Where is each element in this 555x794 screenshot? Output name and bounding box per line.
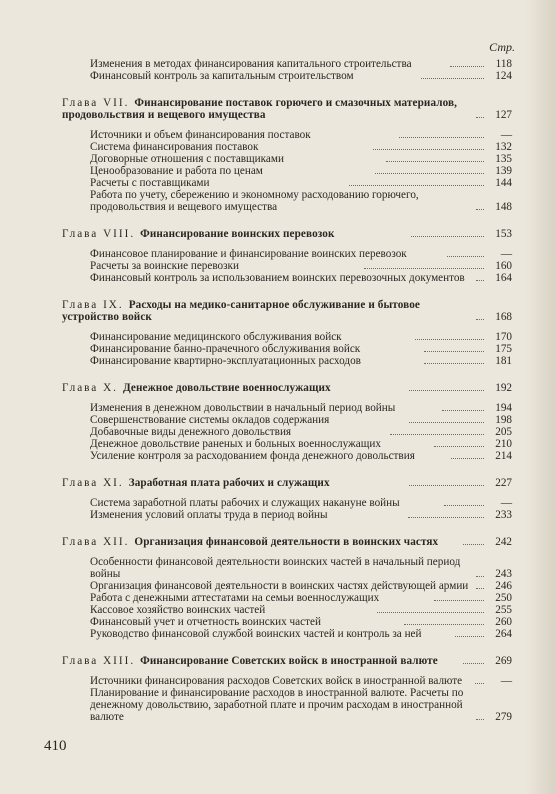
section-title: Система финансирования поставок	[90, 141, 259, 153]
section-entry	[90, 260, 512, 272]
page-ref: 168	[495, 311, 512, 323]
page-ref: 139	[495, 165, 513, 177]
page-ref: 153	[495, 228, 512, 240]
page-ref: 255	[495, 604, 513, 616]
section-title: Финансовый контроль за капитальным строительством	[90, 70, 354, 82]
section-entry	[90, 450, 512, 462]
page-ref: 124	[495, 70, 512, 82]
dot-leader	[476, 280, 484, 281]
dot-leader	[463, 663, 484, 664]
section-title: Финансовый учет и отчетность воинских частей	[90, 616, 321, 628]
page-ref: 127	[495, 109, 512, 121]
page-edge-shadow	[525, 0, 555, 794]
dot-leader	[476, 209, 484, 210]
dot-leader	[408, 517, 484, 518]
page-ref: 170	[495, 331, 513, 343]
page-ref: 198	[495, 414, 512, 426]
section-entry	[90, 616, 512, 628]
page-ref: —	[500, 248, 512, 260]
chapter-entry	[62, 299, 512, 323]
section-title: Особенности финансовой деятельности воинских частей в начальный период войны	[90, 556, 461, 580]
page-ref: 264	[495, 628, 513, 640]
page-ref: —	[500, 497, 512, 509]
dot-leader	[409, 390, 484, 391]
chapter-label: Глава IX.	[62, 299, 124, 311]
section-title: Организация финансовой деятельности в воинских частях действующей армии	[90, 580, 469, 592]
dot-leader	[409, 485, 484, 486]
section-entry	[90, 556, 512, 580]
section-entry	[90, 438, 512, 450]
spacer	[62, 462, 512, 467]
page-ref: 227	[495, 477, 513, 489]
dot-leader	[409, 422, 484, 423]
dot-leader	[434, 446, 484, 447]
spacer	[62, 284, 512, 289]
section-entry	[90, 129, 512, 141]
chapter-title: Финансирование воинских перевозок	[140, 228, 335, 240]
dot-leader	[399, 137, 484, 138]
dot-leader	[476, 588, 484, 589]
page-ref: 181	[495, 355, 513, 367]
dot-leader	[364, 268, 485, 269]
page-ref: 242	[495, 536, 513, 548]
dot-leader	[386, 161, 484, 162]
section-entry	[90, 687, 512, 723]
page-ref: 210	[495, 438, 513, 450]
page-ref: 279	[495, 711, 512, 723]
section-entry	[90, 165, 512, 177]
section-entry	[90, 58, 512, 70]
section-title: Работа по учету, сбережению и экономному расходованию горючего, продовольствия и вещевого имущества	[90, 189, 419, 213]
section-entry	[90, 153, 512, 165]
page-ref: 144	[495, 177, 512, 189]
section-title: Кассовое хозяйство воинских частей	[90, 604, 266, 616]
section-title: Руководство финансовой службой воинских частей и контроль за ней	[90, 628, 422, 640]
section-title: Источники финансирования расходов Советских войск в иностранной валюте	[90, 675, 463, 687]
dot-leader	[377, 612, 484, 613]
spacer	[62, 213, 512, 218]
section-entry	[90, 343, 512, 355]
section-entry	[90, 402, 512, 414]
chapter-label: Глава X.	[62, 382, 118, 394]
table-of-contents	[62, 58, 512, 723]
page-ref: 269	[495, 655, 512, 667]
dot-leader	[373, 149, 484, 150]
chapter-entry	[62, 382, 512, 394]
page-number: 410	[44, 738, 67, 754]
page-ref: —	[500, 129, 512, 141]
section-title: Система заработной платы рабочих и служащих накануне войны	[90, 497, 400, 509]
page-ref: 148	[495, 201, 512, 213]
page-column-header: Стр.	[489, 40, 515, 54]
dot-leader	[421, 78, 484, 79]
chapter-title: Заработная плата рабочих и служащих	[128, 477, 330, 489]
dot-leader	[450, 66, 484, 67]
dot-leader	[451, 458, 484, 459]
dot-leader	[424, 363, 484, 364]
section-title: Совершенствование системы окладов содержания	[90, 414, 330, 426]
chapter-label: Глава XI.	[62, 477, 124, 489]
chapter-label: Глава XIII.	[62, 655, 136, 667]
section-entry	[90, 675, 512, 687]
dot-leader	[444, 505, 484, 506]
chapter-entry	[62, 228, 512, 240]
dot-leader	[434, 600, 484, 601]
section-entry	[90, 248, 512, 260]
dot-leader	[424, 351, 484, 352]
section-entry	[90, 426, 512, 438]
section-entry	[90, 628, 512, 640]
chapter-entry	[62, 536, 512, 548]
section-title: Финансовое планирование и финансирование воинских перевозок	[90, 248, 407, 260]
dot-leader	[390, 434, 484, 435]
page-ref: 194	[495, 402, 512, 414]
spacer	[62, 640, 512, 645]
section-entry	[90, 272, 512, 284]
page-ref: 214	[495, 450, 513, 462]
page-ref: 260	[495, 616, 513, 628]
section-title: Финансирование медицинского обслуживания войск	[90, 331, 342, 343]
section-entry	[90, 580, 512, 592]
spacer	[62, 521, 512, 526]
section-title: Изменения в методах финансирования капитального строительства	[90, 58, 412, 70]
section-entry	[90, 497, 512, 509]
chapter-title: Организация финансовой деятельности в воинских частях	[134, 536, 439, 548]
chapter-title: Финансирование поставок горючего и смазочных материалов, продовольствия и вещевого имущества	[62, 97, 458, 121]
section-title: Изменения условий оплаты труда в период войны	[90, 509, 328, 521]
page-ref: 175	[495, 343, 512, 355]
section-title: Усиление контроля за расходованием фонда денежного довольствия	[90, 450, 415, 462]
section-title: Планирование и финансирование расходов в иностранной валюте. Расчеты по денежному довольствию, заработной плате и прочим расходам в иностранной валюте	[90, 687, 464, 723]
section-title: Ценообразование и работа по ценам	[90, 165, 263, 177]
section-entry	[90, 189, 512, 213]
page-ref: 243	[495, 568, 512, 580]
section-entry	[90, 604, 512, 616]
page-ref: 160	[495, 260, 513, 272]
section-entry	[90, 70, 512, 82]
page-ref: 246	[495, 580, 512, 592]
chapter-entry	[62, 97, 512, 121]
dot-leader	[463, 544, 484, 545]
dot-leader	[476, 117, 484, 118]
page-ref: 135	[495, 153, 512, 165]
section-title: Договорные отношения с поставщиками	[90, 153, 284, 165]
chapter-label: Глава XII.	[62, 536, 130, 548]
spacer	[62, 367, 512, 372]
section-entry	[90, 141, 512, 153]
section-entry	[90, 177, 512, 189]
dot-leader	[415, 339, 484, 340]
dot-leader	[349, 185, 484, 186]
dot-leader	[476, 576, 484, 577]
page-ref: 233	[495, 509, 513, 521]
section-title: Расчеты с поставщиками	[90, 177, 210, 189]
chapter-entry	[62, 477, 512, 489]
chapter-label: Глава VIII.	[62, 228, 136, 240]
dot-leader	[411, 236, 484, 237]
section-title: Расчеты за воинские перевозки	[90, 260, 239, 272]
dot-leader	[375, 173, 484, 174]
dot-leader	[476, 719, 484, 720]
page-ref: 205	[495, 426, 513, 438]
section-title: Финансирование квартирно-эксплуатационных расходов	[90, 355, 361, 367]
section-entry	[90, 414, 512, 426]
dot-leader	[404, 624, 484, 625]
chapter-title: Расходы на медико-санитарное обслуживание и бытовое устройство войск	[62, 299, 420, 323]
section-entry	[90, 509, 512, 521]
section-entry	[90, 592, 512, 604]
section-title: Работа с денежными аттестатами на семьи военнослужащих	[90, 592, 380, 604]
section-entry	[90, 331, 512, 343]
dot-leader	[476, 319, 484, 320]
page-ref: —	[500, 675, 512, 687]
chapter-entry	[62, 655, 512, 667]
chapter-title: Финансирование Советских войск в иностранной валюте	[140, 655, 438, 667]
dot-leader	[455, 636, 484, 637]
page-ref: 132	[495, 141, 513, 153]
spacer	[62, 82, 512, 87]
chapter-title: Денежное довольствие военнослужащих	[122, 382, 331, 394]
dot-leader	[442, 410, 484, 411]
dot-leader	[475, 683, 484, 684]
page-ref: 118	[495, 58, 513, 70]
section-title: Финансирование банно-прачечного обслуживания войск	[90, 343, 361, 355]
dot-leader	[447, 256, 484, 257]
chapter-label: Глава VII.	[62, 97, 130, 109]
section-title: Изменения в денежном довольствии в начальный период войны	[90, 402, 396, 414]
section-entry	[90, 355, 512, 367]
page-ref: 250	[495, 592, 513, 604]
section-title: Денежное довольствие раненых и больных военнослужащих	[90, 438, 381, 450]
page-ref: 192	[495, 382, 513, 394]
section-title: Добавочные виды денежного довольствия	[90, 426, 292, 438]
page-ref: 164	[495, 272, 512, 284]
section-title: Источники и объем финансирования поставок	[90, 129, 311, 141]
section-title: Финансовый контроль за использованием воинских перевозочных документов	[90, 272, 465, 284]
